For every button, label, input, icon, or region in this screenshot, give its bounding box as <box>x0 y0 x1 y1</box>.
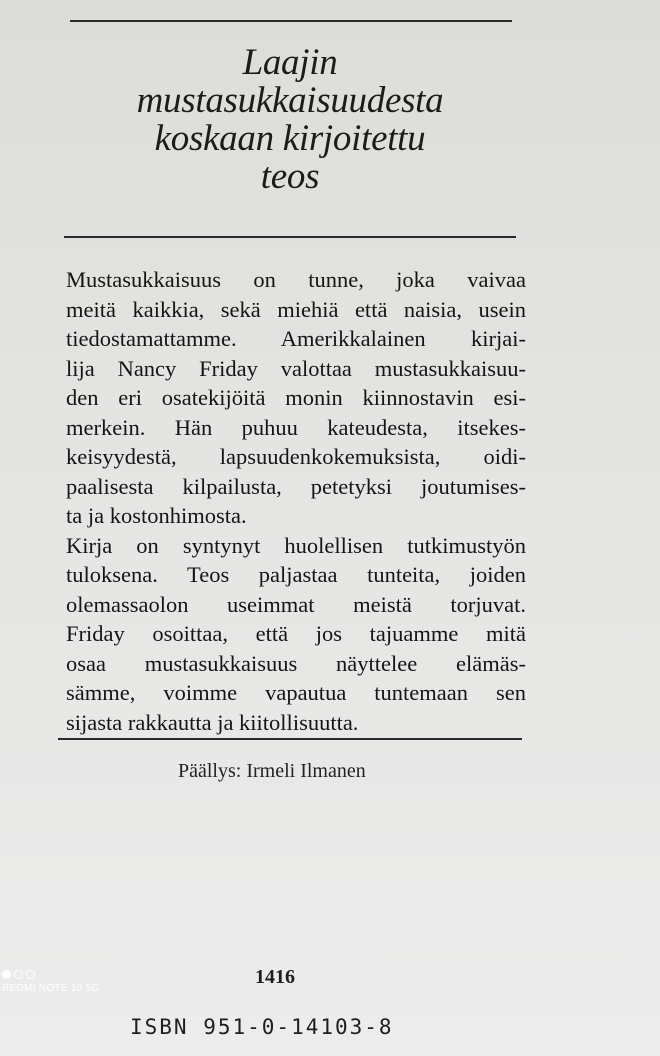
book-title <box>60 44 520 196</box>
blurb-line: Friday osoittaa, että jos tajuamme mitä <box>66 621 526 646</box>
blurb-line: ta ja kostonhimosta. <box>66 503 247 528</box>
dot-icon <box>26 970 35 979</box>
camera-watermark <box>2 970 100 994</box>
blurb-line: meitä kaikkia, sekä miehiä että naisia, usein <box>66 296 526 322</box>
catalog-number: 1416 <box>255 966 295 988</box>
blurb-line: keisyydestä, lapsuudenkokemuksista, oidi- <box>66 444 526 469</box>
blurb-line: lija Nancy Friday valottaa mustasukkaisuu- <box>66 355 526 381</box>
title-line: teos <box>260 156 320 197</box>
blurb-line: paalisesta kilpailusta, petetyksi joutumises- <box>66 473 526 499</box>
top-rule <box>70 20 512 22</box>
blurb-line: olemassaolon useimmat meistä torjuvat. <box>66 591 526 617</box>
blurb-line: tuloksena. Teos paljastaa tunteita, joiden <box>66 562 526 587</box>
dot-icon <box>14 970 23 979</box>
blurb-line: sämme, voimme vapautua tuntemaan sen <box>66 680 526 705</box>
blurb-line: osaa mustasukkaisuus näyttelee elämäs- <box>66 650 526 676</box>
title-line: koskaan kirjoitettu <box>154 118 426 159</box>
isbn: ISBN 951-0-14103-8 <box>130 1015 394 1039</box>
blurb-text <box>66 265 526 737</box>
title-line: mustasukkaisuudesta <box>136 80 444 121</box>
cover-credit: Päällys: Irmeli Ilmanen <box>178 760 366 782</box>
blurb-line: Mustasukkaisuus on tunne, joka vaivaa <box>66 267 526 292</box>
blurb-line: merkein. Hän puhuu kateudesta, itsekes- <box>66 414 526 440</box>
blurb-line: tiedostamattamme. Amerikkalainen kirjai- <box>66 326 526 351</box>
title-bottom-rule <box>64 236 516 238</box>
title-line: Laajin <box>242 42 338 83</box>
blurb-line: den eri osatekijöitä monin kiinnostavin esi- <box>66 385 526 410</box>
blurb-line: Kirja on syntynyt huolellisen tutkimustyön <box>66 532 526 558</box>
watermark-text: REDMI NOTE 10 5G <box>2 983 100 994</box>
dot-icon <box>2 970 11 979</box>
blurb-bottom-rule <box>58 738 522 740</box>
blurb-line: sijasta rakkautta ja kiitollisuutta. <box>66 709 359 735</box>
watermark-dots-icon <box>2 970 100 979</box>
